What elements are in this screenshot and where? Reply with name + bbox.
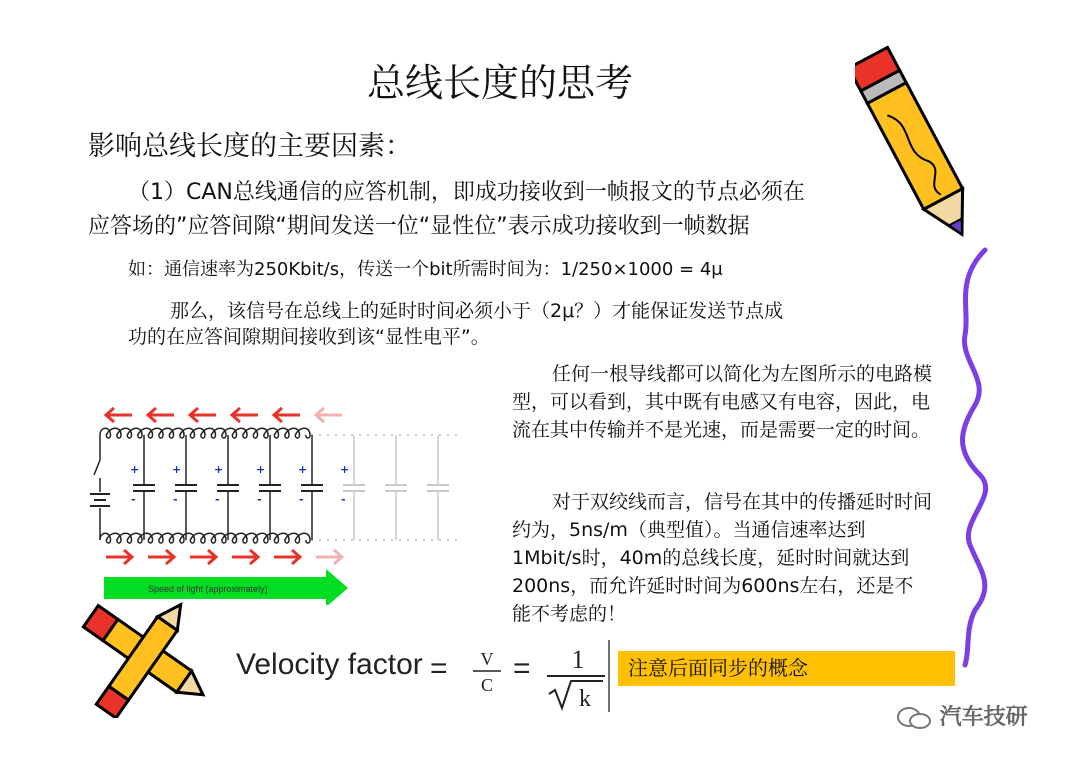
formula-equals-1: = [430,652,448,685]
rightward-red-arrows [106,550,342,564]
plus-sign: + [298,463,308,476]
minus-sign: - [257,493,262,506]
watermark [896,700,1028,731]
right-paragraph-1 [512,360,932,444]
left-arrow [106,408,132,422]
plus-sign: + [172,463,182,476]
right-paragraph-2 [512,488,932,628]
left-arrow [232,408,258,422]
slide-heading: 影响总线长度的主要因素： [88,131,412,162]
speed-of-light-label: Speed of light (approximately) [148,584,268,594]
wechat-icon [896,706,932,730]
right-arrow [190,550,216,564]
formula-k: k [579,686,591,712]
velocity-factor-label: Velocity factor [236,648,423,681]
right-paragraph-1-text: 任何一根导线都可以简化为左图所示的电路模型，可以看到，其中既有电感又有电容，因此，电流在其中传输并不是光速，而是需要一定的时间。 [512,363,933,441]
velocity-factor-formula [425,640,615,712]
formula-numerator: V [480,649,494,669]
plus-sign: + [214,463,224,476]
pencil-illustration [855,36,990,256]
switch [94,460,100,475]
minus-sign: - [341,493,346,506]
minus-sign: - [215,493,220,506]
conclusion-line1: 那么，该信号在总线上的延时时间必须小于（2μ？）才能保证发送节点成 [170,300,784,322]
formula-equals-2: = [513,652,531,685]
plus-sign: + [340,463,350,476]
plus-sign: + [130,463,140,476]
point1-line1: （1）CAN总线通信的应答机制，即成功接收到一帧报文的节点必须在 [128,180,805,205]
conclusion-line2: 功的在应答间隙期间接收到该“显性电平”。 [128,326,490,348]
right-paragraph-2-text: 对于双绞线而言，信号在其中的传播延时时间约为，5ns/m（典型值）。当通信速率达到1Mbit/s时，40m的总线长度，延时时间就达到200ns，而允许延时时间为600ns左右，还是不能不考虑的！ [512,491,933,625]
slide-title: 总线长度的思考 [366,61,633,105]
right-arrow [274,550,300,564]
formula-one: 1 [571,645,585,674]
left-arrow [274,408,300,422]
right-arrow [316,550,342,564]
inductor-coil [100,533,310,543]
left-arrow [316,408,342,422]
minus-sign: - [173,493,178,506]
circuit-model [90,428,461,543]
example-text: 如：通信速率为250Kbit/s，传送一个bit所需时间为：1/250×1000 = 4μ [128,259,723,280]
point1-line2: 应答场的”应答间隙“期间发送一位“显性位”表示成功接收到一帧数据 [88,214,750,239]
formula-denominator: C [480,675,494,695]
right-arrow [148,550,174,564]
left-arrow [190,408,216,422]
right-arrow [106,550,132,564]
right-arrow [232,550,258,564]
inductor-coil [100,428,310,438]
leftward-red-arrows [106,408,342,422]
transmission-line-diagram [86,400,476,605]
minus-sign: - [131,493,136,506]
minus-sign: - [299,493,304,506]
watermark-text: 汽车技研 [939,705,1028,730]
note-box: 注意后面同步的概念 [618,651,955,686]
purple-squiggle-decoration [940,240,1010,670]
crossed-pencils-illustration [72,598,222,718]
plus-sign: + [256,463,266,476]
formula-sqrt-sign [549,681,603,708]
left-arrow [148,408,174,422]
